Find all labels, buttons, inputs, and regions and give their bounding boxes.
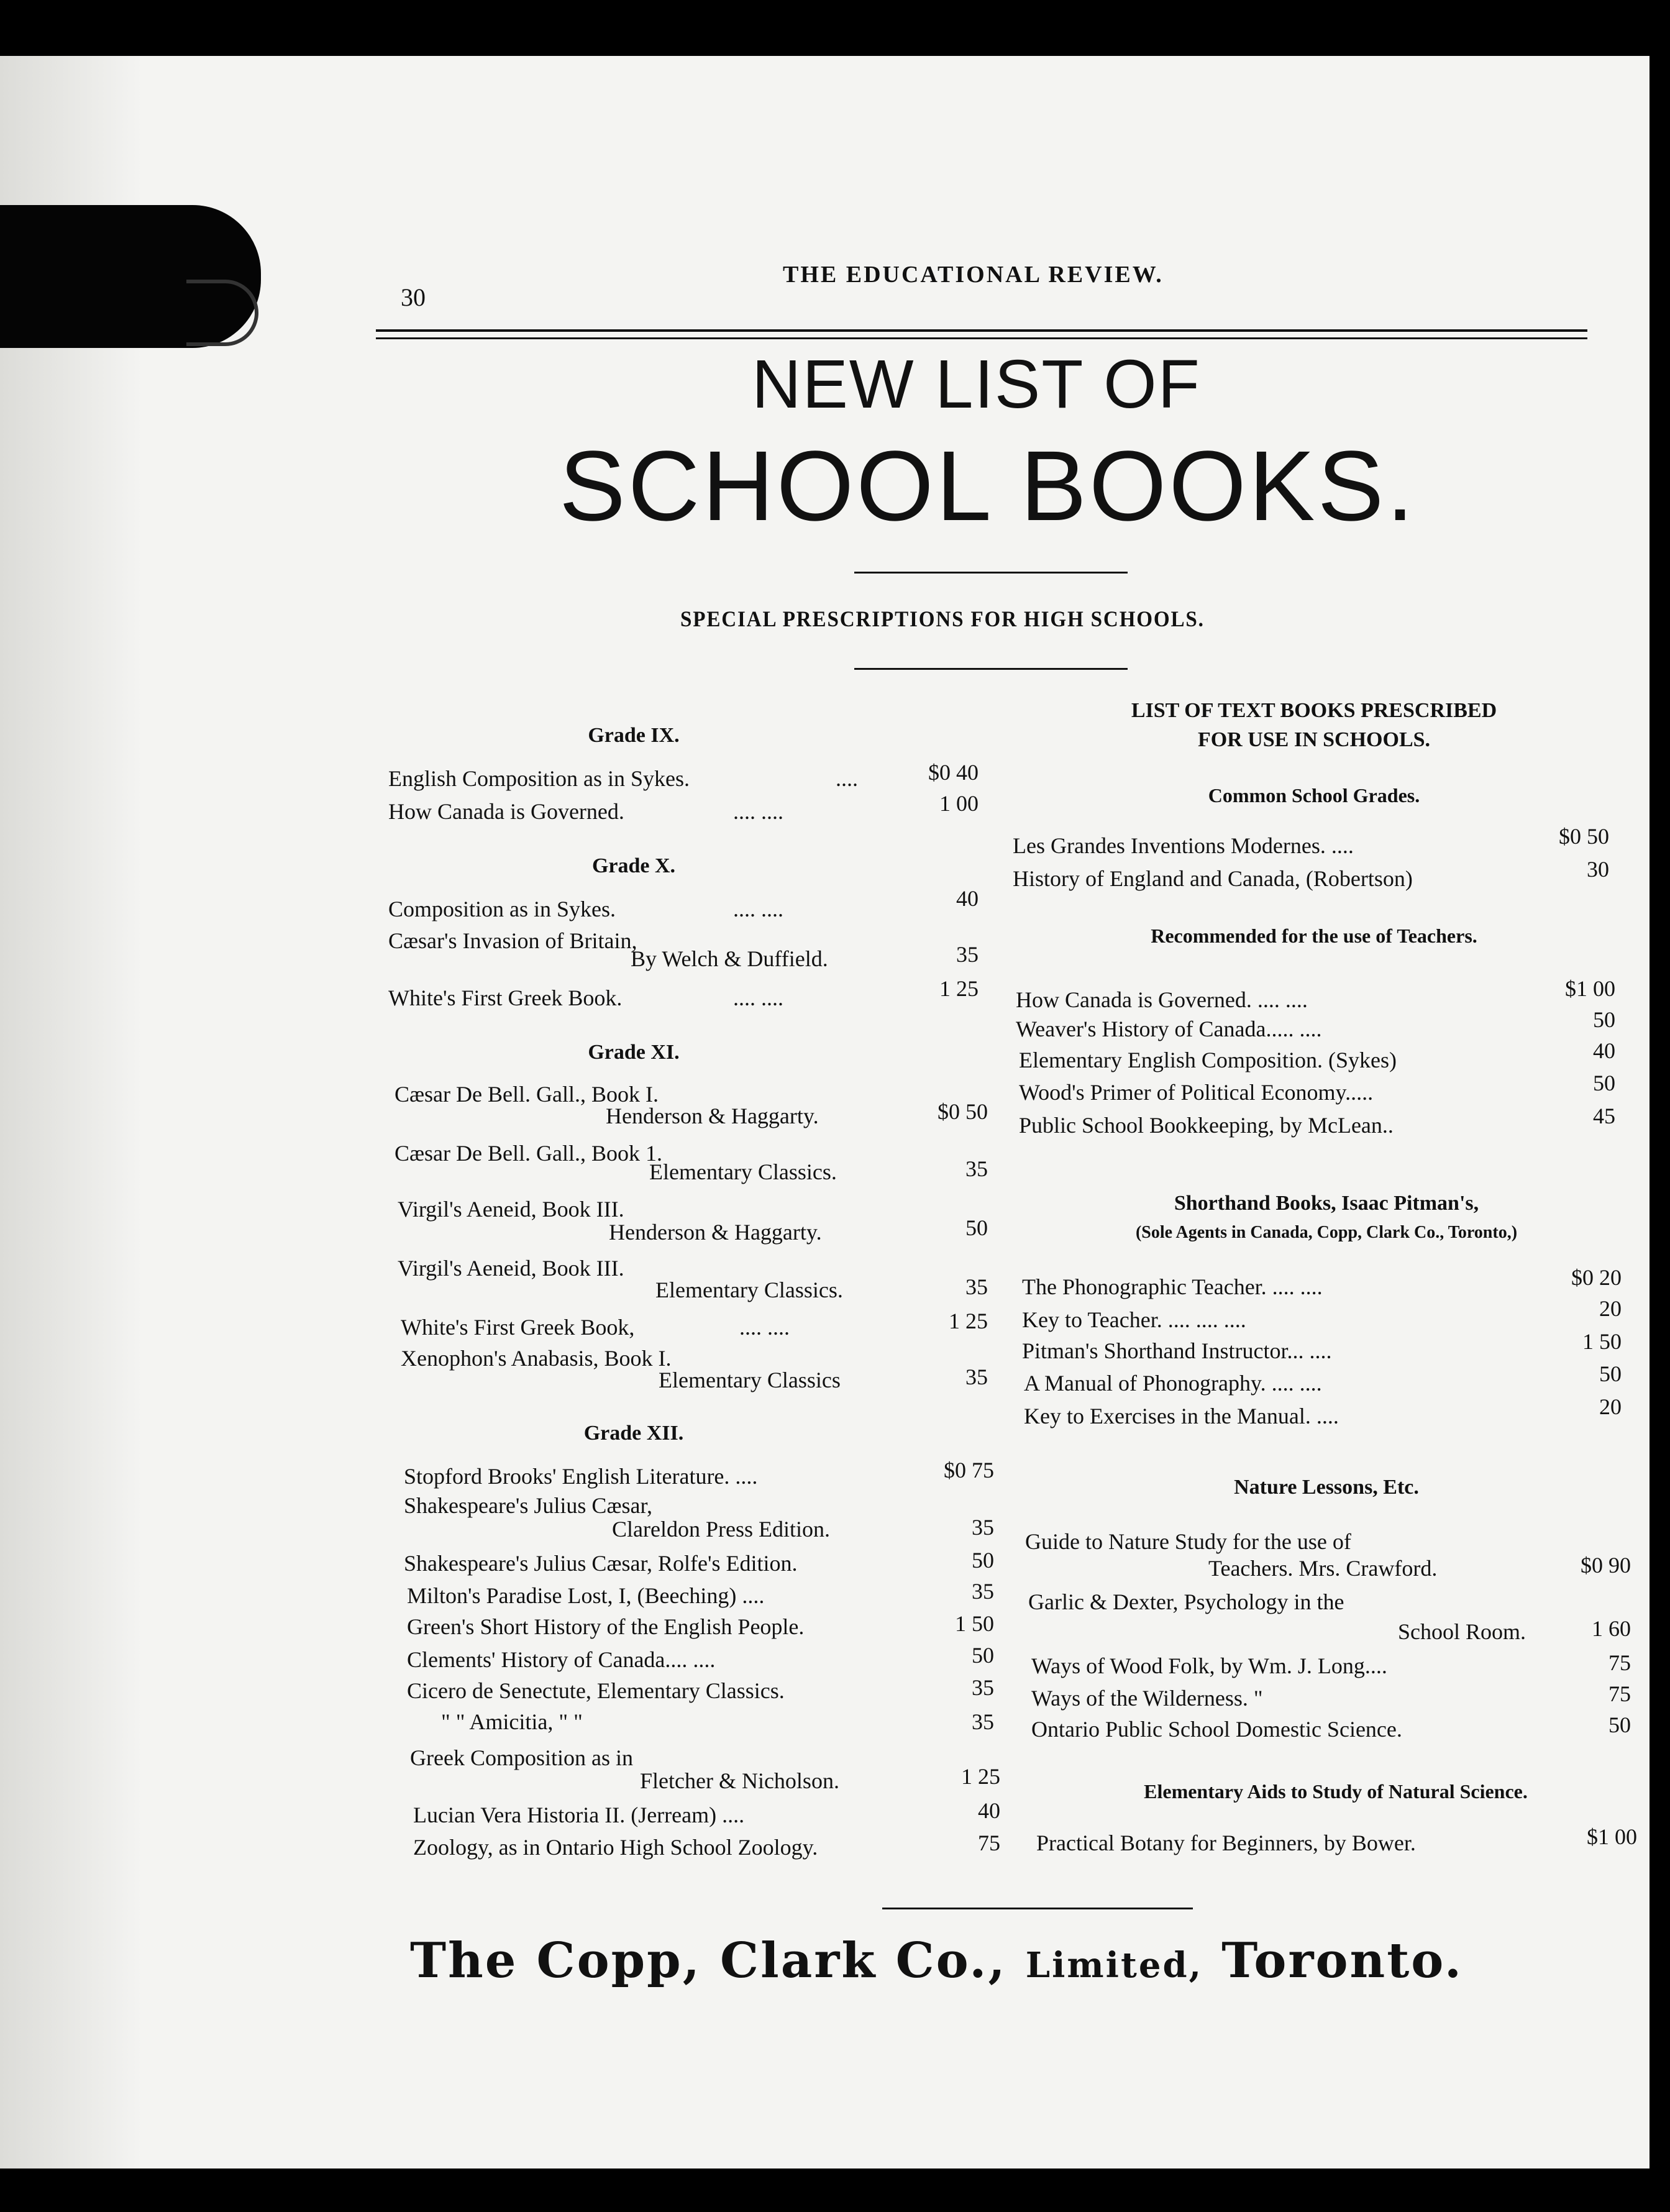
- text-books-heading-line-2: FOR USE IN SCHOOLS.: [1197, 728, 1431, 751]
- list-item-price: $0 50: [938, 1099, 988, 1124]
- list-item: Ways of the Wilderness. ": [1031, 1686, 1263, 1711]
- list-item: " " Amicitia, " ": [441, 1709, 583, 1734]
- list-item-price: 35: [965, 1274, 988, 1299]
- title-line-2: SCHOOL BOOKS.: [559, 430, 1417, 541]
- teachers-heading: Recommended for the use of Teachers.: [1151, 925, 1477, 947]
- list-item: White's First Greek Book.: [388, 985, 623, 1010]
- shorthand-subheading: (Sole Agents in Canada, Copp, Clark Co., Toronto,): [1135, 1223, 1518, 1242]
- list-item: White's First Greek Book,: [401, 1315, 635, 1340]
- list-item-subline: School Room.: [1398, 1619, 1526, 1644]
- list-item: Stopford Brooks' English Literature. ....: [404, 1464, 758, 1489]
- list-item-price: 35: [965, 1156, 988, 1181]
- list-item-price: $0 40: [928, 760, 979, 785]
- list-item-price: 75: [978, 1830, 1000, 1855]
- running-title: THE EDUCATIONAL REVIEW.: [783, 262, 1164, 288]
- list-item-price: 50: [972, 1643, 994, 1668]
- grade-xi-heading: Grade XI.: [588, 1041, 680, 1064]
- grade-ix-heading: Grade IX.: [588, 724, 680, 747]
- list-item-price: 40: [956, 886, 979, 911]
- list-item: Composition as in Sykes.: [388, 897, 616, 921]
- subtitle-rule: [854, 668, 1128, 670]
- publisher-imprint: [410, 1932, 1463, 1989]
- list-item: Pitman's Shorthand Instructor... ....: [1022, 1338, 1332, 1363]
- list-item-price: 1 25: [961, 1764, 1000, 1789]
- page-gutter: [0, 56, 143, 2169]
- list-item: Garlic & Dexter, Psychology in the: [1028, 1589, 1344, 1614]
- list-item-price: 1 50: [955, 1611, 994, 1636]
- list-item-price: 50: [1608, 1712, 1631, 1737]
- scan-border: [1649, 0, 1670, 2212]
- list-item-dots: ....: [836, 766, 858, 791]
- natural-science-heading: Elementary Aids to Study of Natural Science.: [1144, 1780, 1528, 1803]
- list-item-price: 1 25: [939, 976, 979, 1001]
- list-item: Zoology, as in Ontario High School Zoology.: [413, 1835, 818, 1860]
- list-item-dots: .... ....: [739, 1315, 790, 1340]
- list-item-price: $0 75: [944, 1458, 994, 1483]
- grade-xii-heading: Grade XII.: [583, 1422, 684, 1445]
- list-item: Weaver's History of Canada..... ....: [1016, 1017, 1322, 1041]
- list-item-price: 40: [978, 1798, 1000, 1823]
- list-item: Key to Exercises in the Manual. ....: [1024, 1404, 1339, 1428]
- list-item: Ontario Public School Domestic Science.: [1031, 1717, 1402, 1742]
- list-item: Guide to Nature Study for the use of: [1025, 1529, 1351, 1554]
- list-item-price: 40: [1593, 1038, 1615, 1063]
- list-item: Elementary English Composition. (Sykes): [1019, 1048, 1397, 1072]
- list-item: Green's Short History of the English People.: [407, 1614, 805, 1639]
- list-item: Clements' History of Canada.... ....: [407, 1647, 716, 1672]
- list-item-dots: .... ....: [733, 799, 783, 824]
- list-item-price: $0 50: [1559, 824, 1609, 849]
- list-item-subline: Teachers. Mrs. Crawford.: [1208, 1556, 1438, 1581]
- list-item-subline: Fletcher & Nicholson.: [640, 1768, 839, 1793]
- list-item-price: 75: [1608, 1681, 1631, 1706]
- list-item-price: $1 00: [1587, 1824, 1637, 1849]
- list-item: How Canada is Governed.: [388, 799, 624, 824]
- text-books-heading-line-1: LIST OF TEXT BOOKS PRESCRIBED: [1131, 699, 1497, 722]
- list-item-price: 50: [972, 1548, 994, 1573]
- list-item: Shakespeare's Julius Cæsar, Rolfe's Edition.: [404, 1551, 798, 1576]
- list-item: Cæsar De Bell. Gall., Book 1.: [395, 1141, 662, 1166]
- list-item-subline: Clareldon Press Edition.: [612, 1517, 830, 1542]
- publisher-name: The Copp, Clark Co.,: [410, 1932, 1007, 1989]
- list-item-price: 1 50: [1582, 1329, 1622, 1354]
- list-item: Cæsar De Bell. Gall., Book I.: [395, 1082, 659, 1107]
- list-item: A Manual of Phonography. .... ....: [1024, 1371, 1322, 1396]
- header-rule: [376, 329, 1587, 332]
- title-rule: [854, 572, 1128, 574]
- list-item-price: $0 20: [1571, 1265, 1622, 1290]
- page-number: 30: [401, 283, 426, 311]
- list-item-dots: .... ....: [733, 985, 783, 1010]
- list-item-subline: Elementary Classics: [659, 1368, 841, 1392]
- list-item-price: 35: [972, 1709, 994, 1734]
- grade-x-heading: Grade X.: [591, 854, 676, 877]
- list-item: Shakespeare's Julius Cæsar,: [404, 1493, 652, 1518]
- list-item-price: 75: [1608, 1650, 1631, 1675]
- list-item-price: 35: [965, 1364, 988, 1389]
- list-item: History of England and Canada, (Robertson): [1013, 866, 1413, 891]
- list-item-price: 50: [1593, 1007, 1615, 1032]
- list-item-price: 20: [1599, 1394, 1622, 1419]
- list-item: Les Grandes Inventions Modernes. ....: [1013, 833, 1354, 858]
- list-item-subline: Henderson & Haggarty.: [606, 1104, 819, 1128]
- list-item-price: 45: [1593, 1104, 1615, 1128]
- list-item-price: 35: [972, 1515, 994, 1540]
- list-item: Milton's Paradise Lost, I, (Beeching) ....: [407, 1583, 765, 1608]
- list-item-price: 35: [972, 1579, 994, 1604]
- list-item: English Composition as in Sykes.: [388, 766, 690, 791]
- list-item-subline: By Welch & Duffield.: [631, 946, 828, 971]
- list-item-price: 1 00: [939, 791, 979, 816]
- nature-lessons-heading: Nature Lessons, Etc.: [1234, 1476, 1419, 1499]
- list-item: Key to Teacher. .... .... ....: [1022, 1307, 1246, 1332]
- list-item: Virgil's Aeneid, Book III.: [398, 1256, 624, 1281]
- list-item: Xenophon's Anabasis, Book I.: [401, 1346, 672, 1371]
- list-item-price: 50: [1593, 1071, 1615, 1095]
- footer-rule: [882, 1908, 1193, 1909]
- common-school-heading: Common School Grades.: [1208, 784, 1420, 807]
- list-item-price: 35: [956, 942, 979, 967]
- list-item-price: $1 00: [1565, 976, 1615, 1001]
- list-item: The Phonographic Teacher. .... ....: [1022, 1274, 1323, 1299]
- list-item-price: $0 90: [1581, 1553, 1631, 1578]
- header-rule-double: [376, 337, 1587, 339]
- list-item: Cicero de Senectute, Elementary Classics.: [407, 1678, 785, 1703]
- list-item: Greek Composition as in: [410, 1745, 633, 1770]
- list-item: Practical Botany for Beginners, by Bower.: [1036, 1830, 1416, 1855]
- list-item-price: 30: [1587, 857, 1609, 882]
- list-item-price: 1 60: [1592, 1616, 1631, 1641]
- list-item-subline: Elementary Classics.: [649, 1159, 837, 1184]
- publisher-city: Toronto.: [1221, 1932, 1464, 1989]
- publisher-limited: Limited,: [1025, 1945, 1203, 1986]
- list-item: Cæsar's Invasion of Britain,: [388, 928, 637, 953]
- list-item: Wood's Primer of Political Economy.....: [1019, 1080, 1374, 1105]
- page-clip-highlight: [186, 280, 258, 346]
- list-item-price: 50: [1599, 1361, 1622, 1386]
- list-item: Lucian Vera Historia II. (Jerream) ....: [413, 1803, 745, 1827]
- list-item: How Canada is Governed. .... ....: [1016, 987, 1308, 1012]
- shorthand-heading: Shorthand Books, Isaac Pitman's,: [1174, 1192, 1479, 1215]
- list-item-price: 50: [965, 1215, 988, 1240]
- list-item-dots: .... ....: [733, 897, 783, 921]
- list-item-price: 1 25: [949, 1309, 988, 1333]
- list-item-subline: Henderson & Haggarty.: [609, 1220, 822, 1245]
- list-item: Public School Bookkeeping, by McLean..: [1019, 1113, 1394, 1138]
- list-item-price: 20: [1599, 1296, 1622, 1321]
- subtitle: SPECIAL PRESCRIPTIONS FOR HIGH SCHOOLS.: [680, 606, 1205, 631]
- list-item: Ways of Wood Folk, by Wm. J. Long....: [1031, 1653, 1387, 1678]
- list-item: Virgil's Aeneid, Book III.: [398, 1197, 624, 1222]
- title-line-1: NEW LIST OF: [752, 346, 1201, 423]
- list-item-subline: Elementary Classics.: [655, 1277, 843, 1302]
- list-item-price: 35: [972, 1675, 994, 1700]
